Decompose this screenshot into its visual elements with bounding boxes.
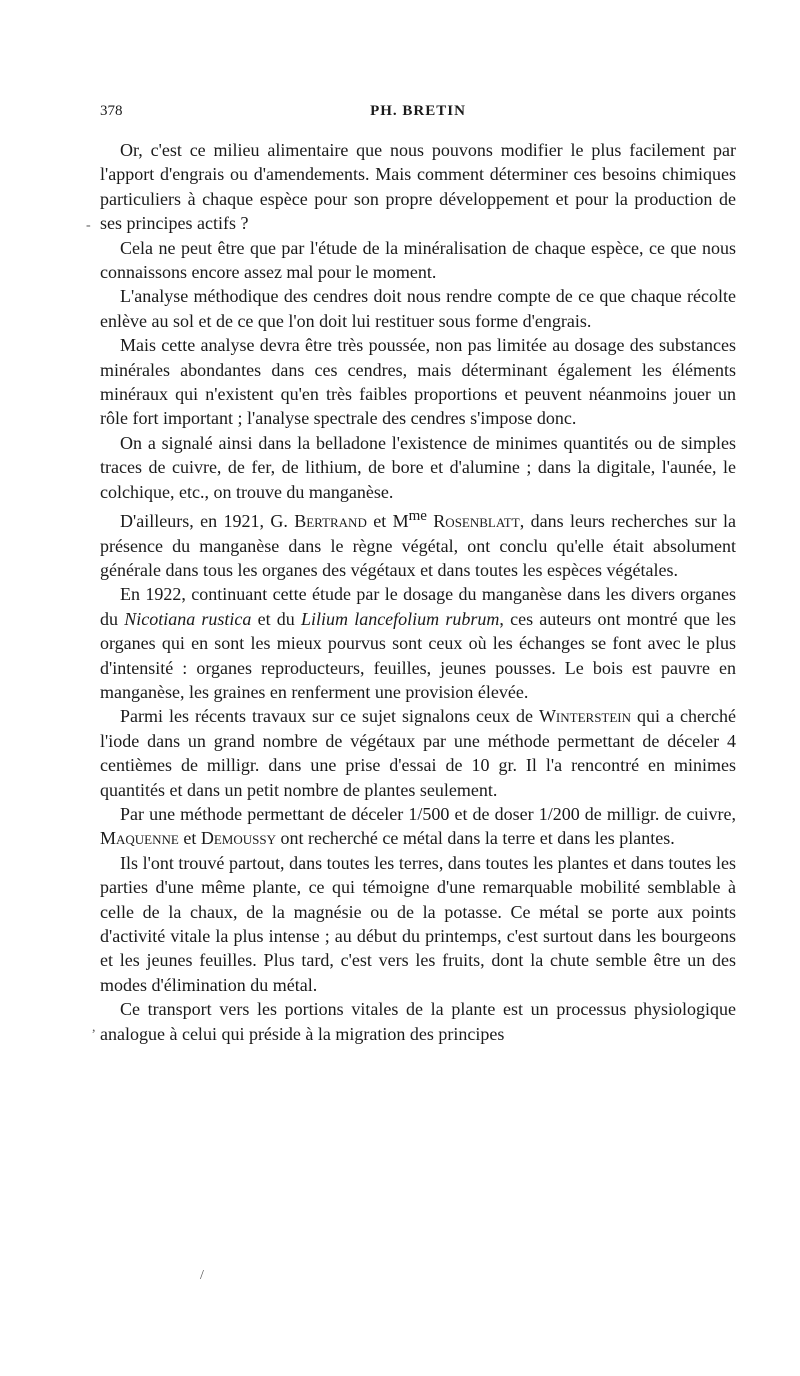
margin-mark: , — [92, 1020, 96, 1035]
paragraph: Ils l'ont trouvé partout, dans toutes les terres, dans toutes les plantes et dans toutes les parties d'une même plante, ce qui témoigne d'une remarquable mobilité semblable à celle de la chaux, de la magnésie ou de la potasse. Ce métal se porte aux points d'activité vitale la plus intense ; au début du printemps, c'est surtout dans les bourgeons et les jeunes feuilles. Plus tard, c'est vers les fruits, dont la chute semble être un des modes d'élimination du métal. — [100, 852, 736, 995]
paragraph: Mais cette analyse devra être très poussée, non pas limitée au dosage des substances minérales abondantes dans ces cendres, mais déterminant également les éléments minéraux qui n'existent qu'en très faibles proportions et peuvent néanmoins jouer un rôle fort important ; l'analyse spectrale des cendres s'impose donc. — [100, 335, 736, 429]
running-head: PH. BRETIN — [370, 103, 466, 119]
page-number: 378 — [100, 103, 123, 119]
author-name: Demoussy — [200, 828, 276, 849]
margin-mark: / — [200, 1268, 204, 1283]
paragraph: Ce transport vers les portions vitales de la plante est un processus physiologique analogue à celui qui préside à la migration des principes — [100, 999, 736, 1044]
species-name: Lilium lancefolium rubrum — [300, 608, 500, 629]
paragraph: Parmi les récents travaux sur ce sujet signalons ceux de Winterstein qui a cherché l'iode dans un grand nombre de végétaux par une méthode permettant de déceler 4 centièmes de milligr. dans une prise d'essai de 10 gr. Il l'a rencontré en minimes quantités et dans un petit nombre de plantes seulement. — [100, 706, 736, 800]
paragraph: Par une méthode permettant de déceler 1/500 et de doser 1/200 de milligr. de cuivre, Maquenne et Demoussy ont recherché ce métal dans la terre et dans les plantes. — [100, 803, 736, 849]
author-name: Winterstein — [538, 706, 632, 727]
author-name: Bertrand — [294, 511, 367, 532]
paragraph: L'analyse méthodique des cendres doit nous rendre compte de ce que chaque récolte enlève au sol et de ce que l'on doit lui restituer sous forme d'engrais. — [100, 286, 736, 331]
author-name: Rosenblatt — [433, 511, 520, 532]
body-text — [100, 138, 736, 1046]
author-name: Maquenne — [100, 828, 179, 849]
paragraph: Cela ne peut être que par l'étude de la minéralisation de chaque espèce, ce que nous connaissons encore assez mal pour le moment. — [100, 237, 736, 283]
species-name: Nicotiana rustica — [124, 608, 252, 629]
page-header — [100, 103, 736, 125]
paragraph: D'ailleurs, en 1921, G. Bertrand et $M^{me}$ Rosenblatt, dans leurs recherches sur la présence du manganèse dans le règne végétal, ont conclu qu'elle était absolument générale dans tous les organes des végétaux et dans toutes les espèces végétales. — [100, 508, 736, 580]
paragraph: On a signalé ainsi dans la belladone l'existence de minimes quantités ou de simples traces de cuivre, de fer, de lithium, de bore et d'alumine ; dans la digitale, l'aunée, le colchique, etc., on trouve du manganèse. — [100, 432, 736, 502]
paragraph: En 1922, continuant cette étude par le dosage du manganèse dans les divers organes du Nicotiana rustica et du Lilium lancefolium rubrum, ces auteurs ont montré que les organes qui en sont les mieux pourvus sont ceux où les échanges se font avec le plus d'intensité : organes reproducteurs, feuilles, jeunes pousses. Le bois est pauvre en manganèse, les graines en renferment une provision élevée. — [100, 584, 736, 702]
margin-mark: - — [86, 218, 91, 233]
paragraph: Or, c'est ce milieu alimentaire que nous pouvons modifier le plus facilement par l'apport d'engrais ou d'amendements. Mais comment déterminer ces besoins chimiques particuliers à chaque espèce pour son propre développement et pour la production de ses principes actifs ? — [100, 140, 736, 234]
